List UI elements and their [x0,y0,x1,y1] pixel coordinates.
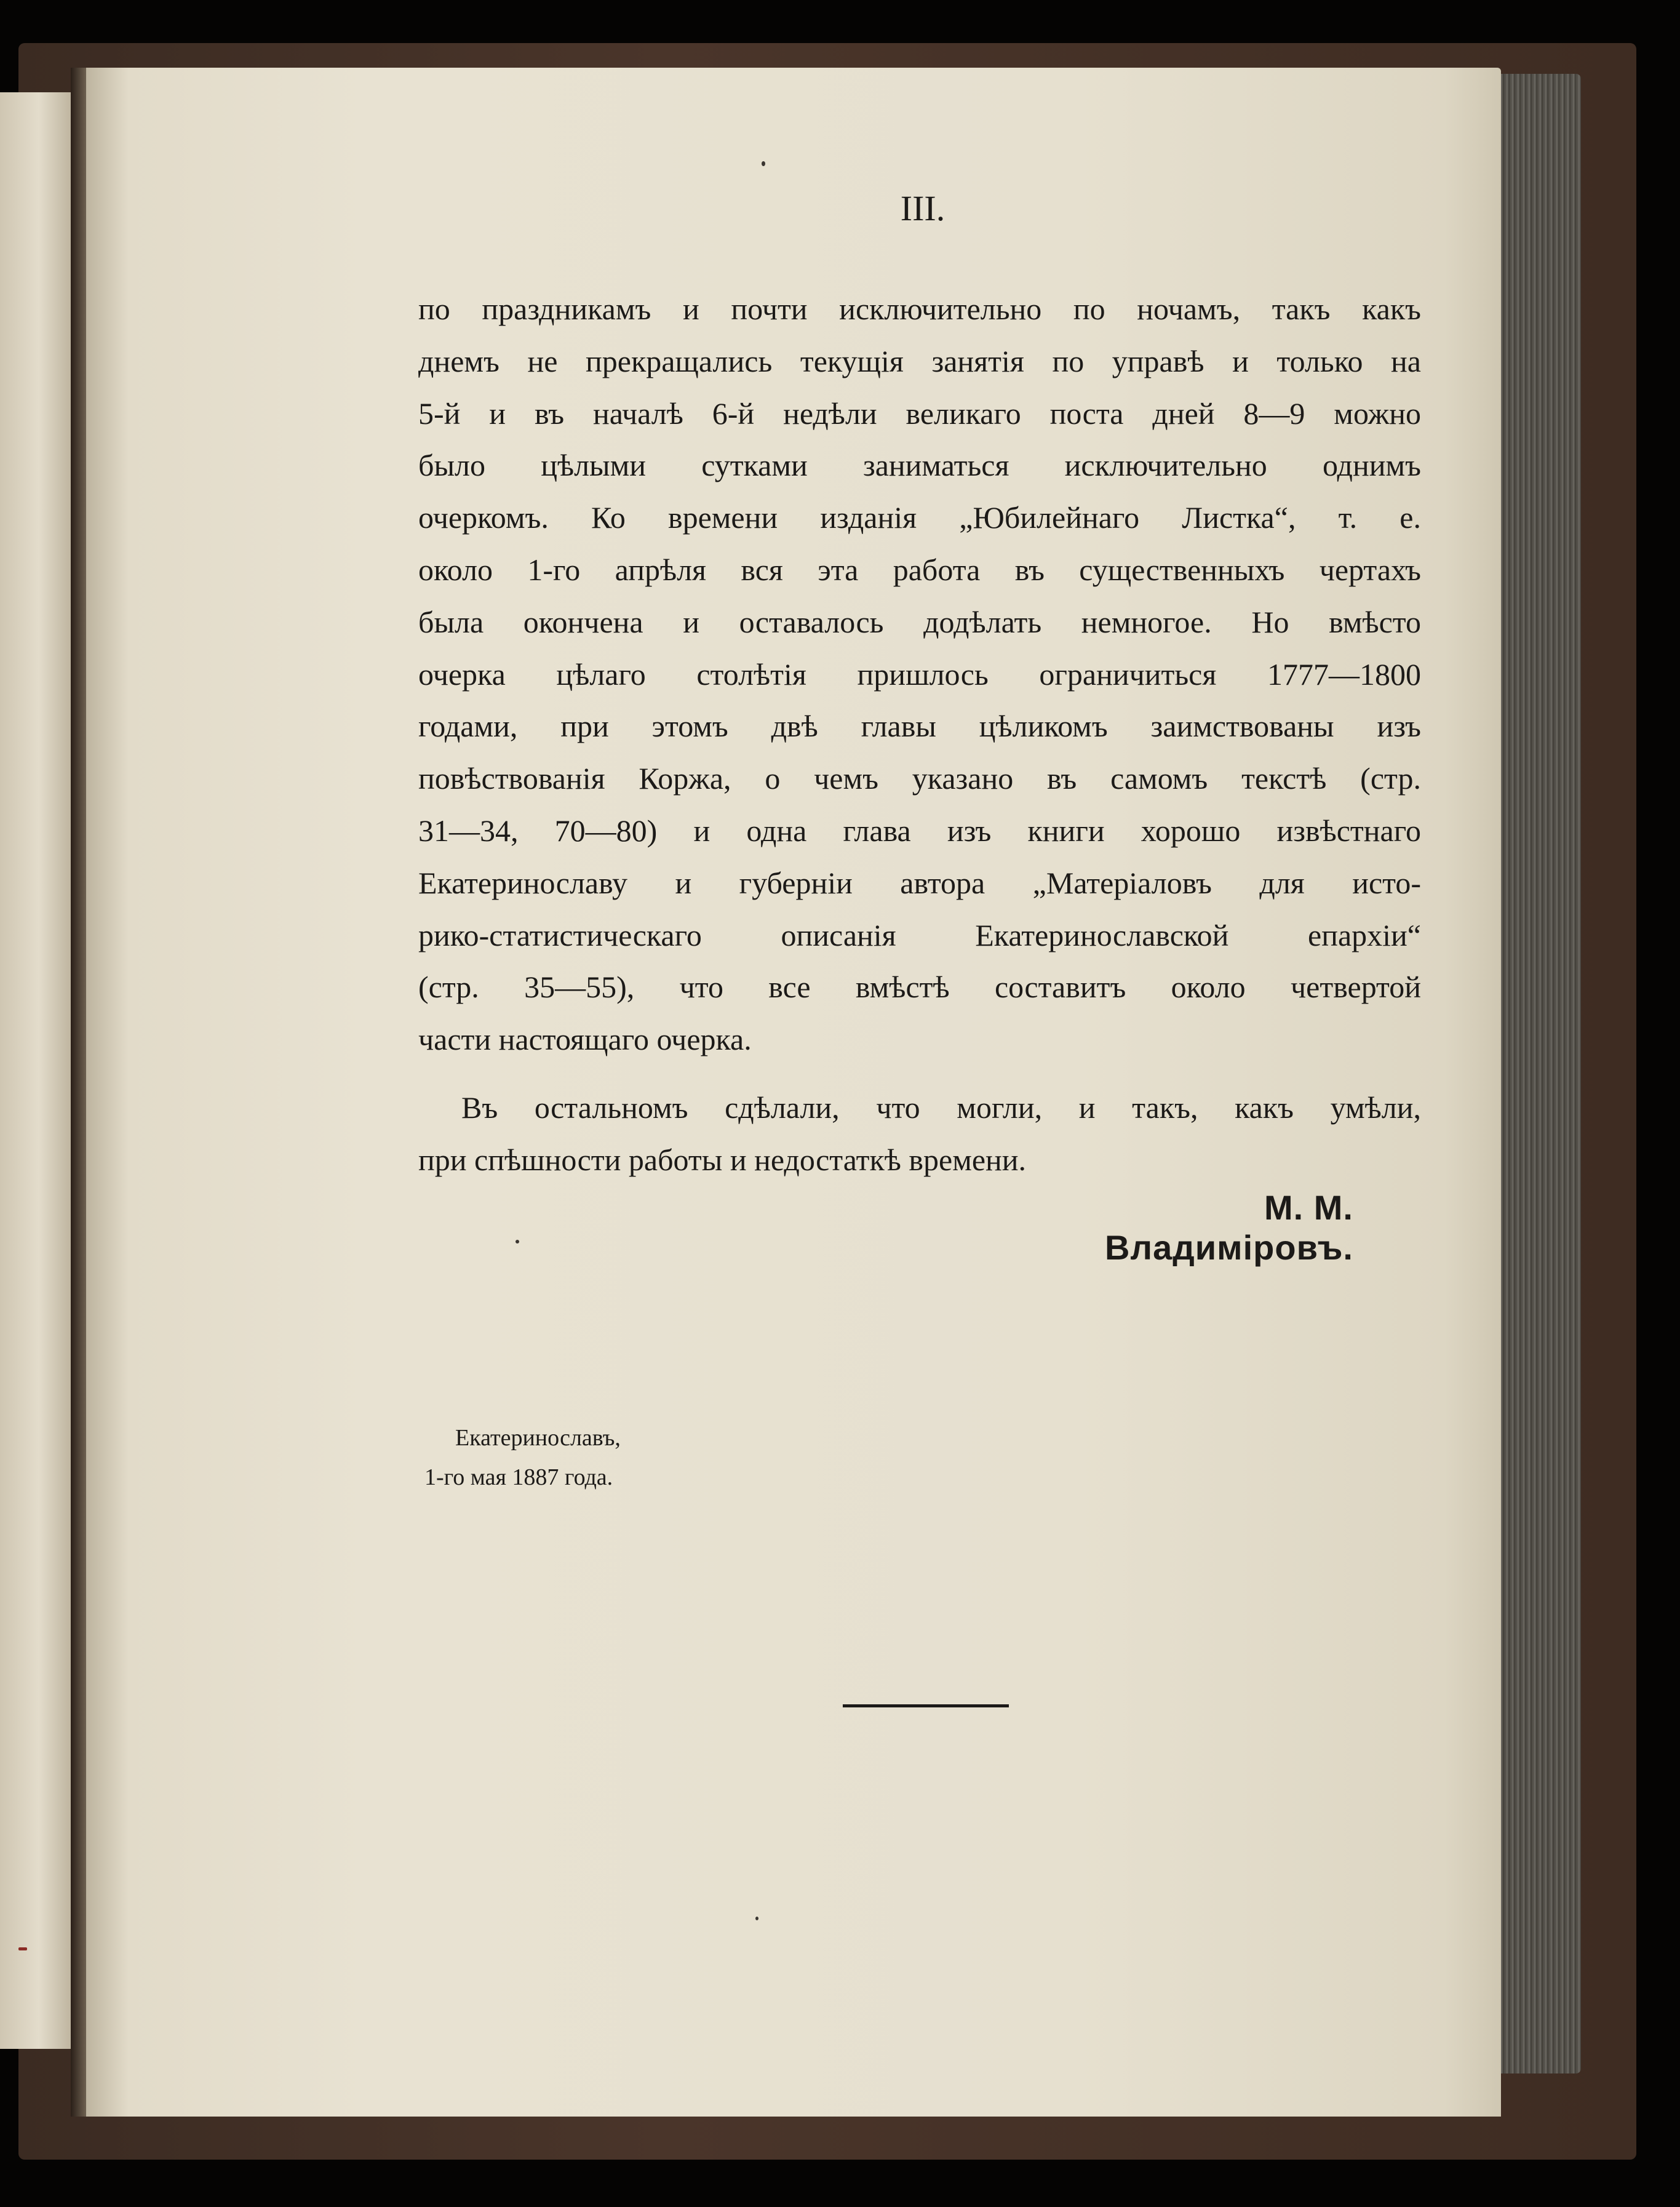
text-line: рико-статистическаго описанія Екатеринославской епархіи“ [418,917,1421,952]
left-page-edge [0,92,71,2049]
author-signature: М. М. Владиміровъ. [1105,1188,1353,1267]
text-line: части настоящаго очерка. [418,1022,752,1057]
paper-speck [762,161,765,166]
text-line: 5-й и въ началѣ 6-й недѣли великаго поста дней 8—9 можно [418,396,1421,431]
closing-rule [843,1704,1009,1707]
text-line: было цѣлыми сутками заниматься исключительно однимъ [418,448,1421,483]
text-line: около 1-го апрѣля вся эта работа въ существенныхъ чертахъ [418,552,1421,587]
text-line: очерка цѣлаго столѣтія пришлось ограничиться 1777—1800 [418,657,1421,692]
text-line: 31—34, 70—80) и одна глава изъ книги хорошо извѣстнаго [418,813,1421,848]
place-city: Екатеринославъ, [455,1425,621,1451]
text-line: при спѣшности работы и недостаткѣ времени. [418,1142,1027,1177]
text-line: Въ остальномъ сдѣлали, что могли, и такъ, какъ умѣли, [461,1090,1421,1125]
text-line: очеркомъ. Ко времени изданія „Юбилейнаго Листка“, т. е. [418,500,1421,535]
text-line: Екатеринославу и губерніи автора „Матеріаловъ для исто- [418,865,1421,900]
place-and-date [424,1418,720,1497]
paper-speck [516,1240,519,1243]
text-line: днемъ не прекращались текущія занятія по управѣ и только на [418,343,1421,378]
text-line: повѣствованія Коржа, о чемъ указано въ самомъ текстѣ (стр. [418,761,1421,796]
text-line: была окончена и оставалось додѣлать немногое. Но вмѣсто [418,604,1421,639]
text-line: годами, при этомъ двѣ главы цѣликомъ заимствованы изъ [418,709,1421,744]
page-number: III. [900,188,945,228]
page-stack-edge [1489,74,1581,2073]
date-line: 1-го мая 1887 года. [424,1464,613,1490]
paper-speck [755,1917,758,1920]
paper-speck [18,1947,27,1950]
text-line: (стр. 35—55), что все вмѣстѣ составитъ около четвертой [418,970,1421,1005]
text-line: по праздникамъ и почти исключительно по ночамъ, такъ какъ [418,292,1421,326]
body-text [418,283,1421,1186]
